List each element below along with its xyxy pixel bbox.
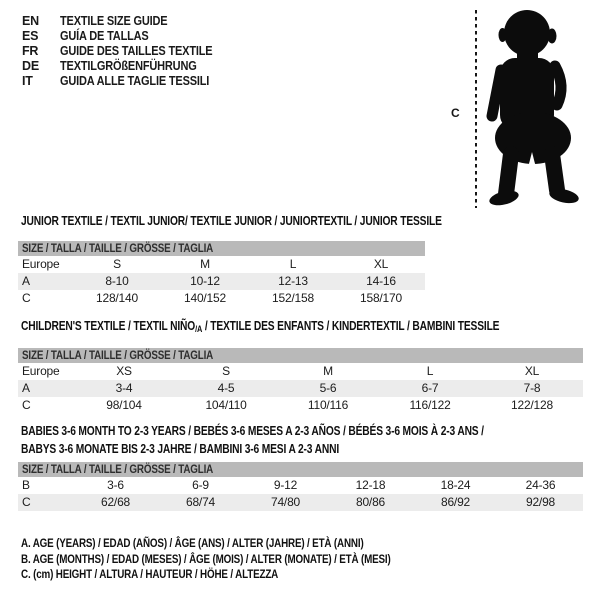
language-label: GUÍA DE TALLAS (60, 29, 149, 43)
row-label: A (22, 274, 30, 288)
table-row-height (18, 494, 583, 511)
height-cell: 152/158 (272, 291, 314, 305)
size-header-bar: SIZE / TALLA / TAILLE / GRÖSSE / TAGLIA (18, 241, 425, 256)
age-cell: 12-13 (278, 274, 308, 288)
footnotes (21, 536, 472, 583)
height-cell: 128/140 (96, 291, 138, 305)
table-section-junior (18, 214, 442, 307)
table-row-europe (18, 256, 425, 273)
age-cell: 12-18 (355, 478, 386, 492)
age-cell: 4-5 (217, 381, 235, 395)
height-cell: 74/80 (270, 495, 301, 509)
language-code: ES (22, 29, 39, 43)
language-code: DE (22, 59, 39, 73)
language-label: TEXTILGRÖßENFÜHRUNG (60, 59, 197, 73)
language-code: FR (22, 44, 39, 58)
table-section-babies (18, 423, 583, 511)
row-label: C (22, 291, 31, 305)
language-code: IT (22, 74, 33, 88)
table-row-age (18, 273, 425, 290)
footnote-height-cm: C. (cm) HEIGHT / ALTURA / HAUTEUR / HÖHE / ALTEZZA (21, 567, 279, 581)
language-label: GUIDA ALLE TAGLIE TESSILI (60, 74, 210, 88)
height-cell: 68/74 (185, 495, 216, 509)
height-cell: 116/122 (409, 398, 451, 412)
language-row (22, 44, 233, 59)
language-row (22, 59, 233, 74)
section-title: CHILDREN'S TEXTILE / TEXTIL NIÑO/A / TEXTILE DES ENFANTS / KINDERTEXTIL / BAMBINI TESSILE (21, 319, 500, 334)
height-cell: 80/86 (355, 495, 386, 509)
size-header-bar: SIZE / TALLA / TAILLE / GRÖSSE / TAGLIA (18, 348, 583, 363)
language-label: GUIDE DES TAILLES TEXTILE (60, 44, 213, 58)
size-cell: M (323, 364, 333, 378)
height-cell: 86/92 (440, 495, 471, 509)
language-row (22, 29, 233, 44)
row-label: A (22, 381, 30, 395)
language-row (22, 74, 233, 89)
row-label: B (22, 478, 30, 492)
age-cell: 8-10 (105, 274, 129, 288)
size-header-bar: SIZE / TALLA / TAILLE / GRÖSSE / TAGLIA (18, 462, 583, 477)
language-list (22, 14, 233, 89)
age-cell: 14-16 (366, 274, 396, 288)
table-row-age (18, 380, 583, 397)
age-cell: 10-12 (190, 274, 220, 288)
section-title: JUNIOR TEXTILE / TEXTIL JUNIOR/ TEXTILE JUNIOR / JUNIORTEXTIL / JUNIOR TESSILE (21, 214, 442, 228)
height-measure-letter: C (451, 106, 460, 120)
footnote-age-years: A. AGE (YEARS) / EDAD (AÑOS) / ÂGE (ANS) / ALTER (JAHRE) / ETÀ (ANNI) (21, 536, 364, 550)
height-cell: 92/98 (525, 495, 556, 509)
age-cell: 18-24 (440, 478, 471, 492)
age-cell: 5-6 (319, 381, 337, 395)
table-row-age-months (18, 477, 583, 494)
size-cell: XL (524, 364, 540, 378)
age-cell: 7-8 (523, 381, 541, 395)
footnote-age-months: B. AGE (MONTHS) / EDAD (MESES) / ÂGE (MOIS) / ALTER (MONATE) / ETÀ (MESI) (21, 551, 391, 566)
size-cell: L (426, 364, 434, 378)
height-measure-dashed-line (475, 10, 477, 208)
toddler-silhouette-icon (484, 6, 588, 210)
height-cell: 104/110 (205, 398, 247, 412)
table-row-height (18, 397, 583, 414)
table-row-height (18, 290, 425, 307)
size-cell: S (222, 364, 230, 378)
height-cell: 122/128 (511, 398, 553, 412)
language-label: TEXTILE SIZE GUIDE (60, 14, 168, 28)
age-cell: 3-6 (107, 478, 124, 492)
language-row (22, 14, 233, 29)
age-cell: 9-12 (273, 478, 298, 492)
section-title: BABIES 3-6 MONTH TO 2-3 YEARS / BEBÉS 3-6 MESES A 2-3 AÑOS / BÉBÉS 3-6 MOIS À 2-3 ANS / BABYS 3-6 MONATE BIS 2-3 JAHRE / BAMBINI 3-6 MESI A 2-3 ANNI (21, 424, 484, 456)
age-cell: 6-7 (421, 381, 439, 395)
size-cell: XL (373, 257, 389, 271)
row-label: C (22, 398, 31, 412)
height-cell: 140/152 (184, 291, 226, 305)
size-cell: M (200, 257, 210, 271)
table-section-children (18, 319, 583, 414)
size-cell: XS (116, 364, 132, 378)
size-cell: S (113, 257, 121, 271)
height-cell: 98/104 (106, 398, 142, 412)
row-label: Europe (22, 257, 60, 271)
age-cell: 24-36 (525, 478, 556, 492)
age-cell: 6-9 (192, 478, 209, 492)
height-cell: 62/68 (100, 495, 131, 509)
height-cell: 110/116 (307, 398, 349, 412)
height-cell: 158/170 (360, 291, 402, 305)
row-label: Europe (22, 364, 60, 378)
age-cell: 3-4 (115, 381, 133, 395)
size-cell: L (289, 257, 297, 271)
language-code: EN (22, 14, 39, 28)
table-row-europe (18, 363, 583, 380)
row-label: C (22, 495, 31, 509)
